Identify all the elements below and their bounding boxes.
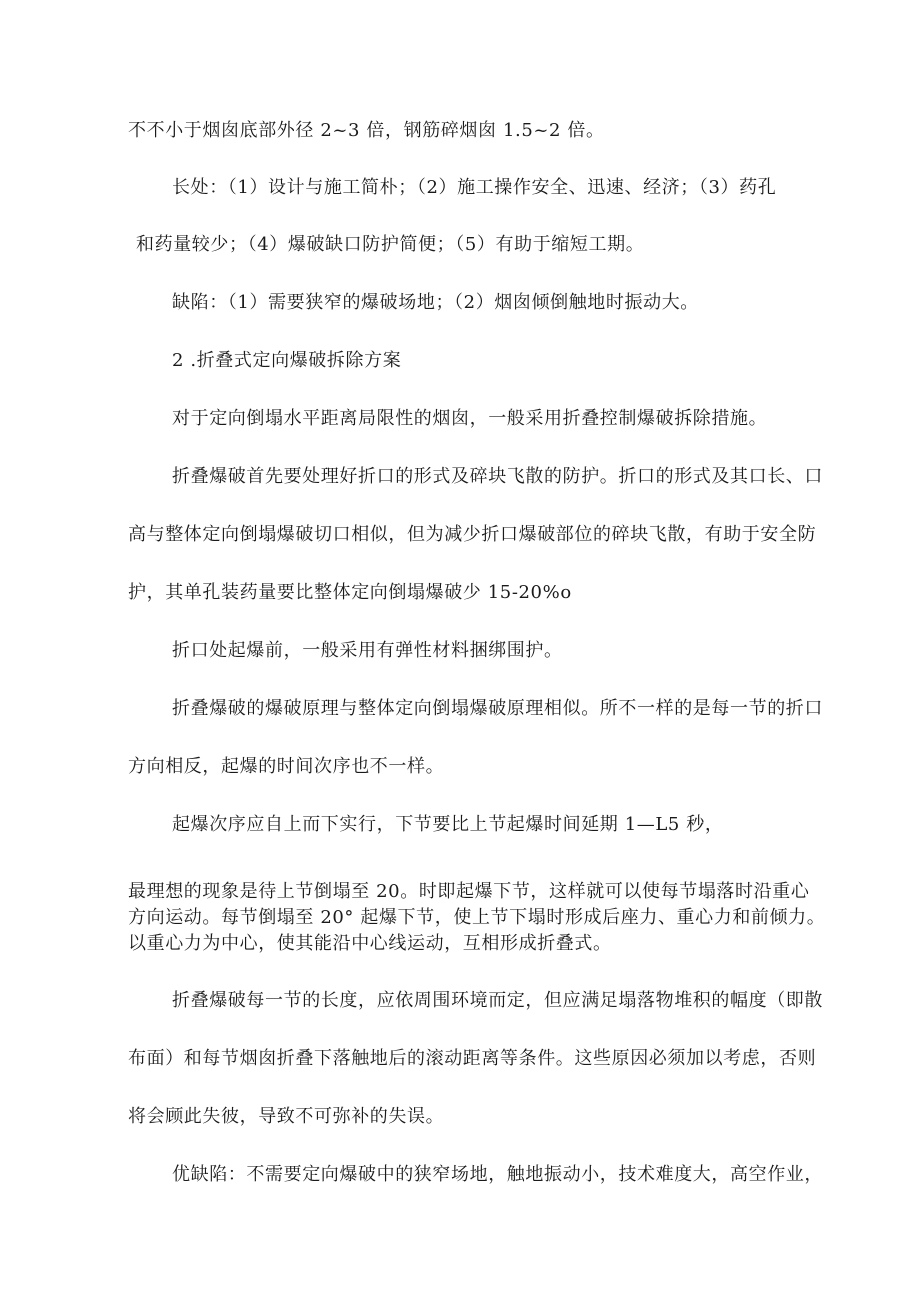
text-line: 起爆次序应自上而下实行，下节要比上节起爆时间延期 1—L5 秒， [172,814,724,835]
text-line: 优缺陷：不需要定向爆破中的狭窄场地，触地振动小，技术难度大，高空作业， [172,1164,823,1185]
text-line: 折叠爆破的爆破原理与整体定向倒塌爆破原理相似。所不一样的是每一节的折口 [172,698,823,719]
text-line: 折口处起爆前，一般采用有弹性材料捆绑围护。 [172,640,563,661]
text-line: 折叠爆破首先要处理好折口的形式及碎块飞散的防护。折口的形式及其口长、口 [172,466,823,487]
section-heading: 2 .折叠式定向爆破拆除方案 [172,350,402,371]
text-line: 以重心力为中心，使其能沿中心线运动，互相形成折叠式。 [128,933,612,954]
text-line: 长处：（1）设计与施工简朴；（2）施工操作安全、迅速、经济；（3）药孔 [172,177,777,198]
text-line: 护，其单孔装药量要比整体定向倒塌爆破少 15-20%o [128,582,572,603]
text-line: 折叠爆破每一节的长度，应依周围环境而定，但应满足塌落物堆积的幅度（即散 [172,990,823,1011]
text-line: 和药量较少；（4）爆破缺口防护简便；（5）有助于缩短工期。 [136,234,645,255]
text-line: 方向相反，起爆的时间次序也不一样。 [128,756,445,777]
text-line: 高与整体定向倒塌爆破切口相似，但为减少折口爆破部位的碎块飞散，有助于安全防 [128,524,817,545]
text-line: 方向运动。每节倒塌至 20° 起爆下节，使上节下塌时形成后座力、重心力和前倾力。 [128,907,826,928]
text-line: 布面）和每节烟囱折叠下落触地后的滚动距离等条件。这些原因必须加以考虑，否则 [128,1048,817,1069]
text-line: 将会顾此失彼，导致不可弥补的失误。 [128,1106,445,1127]
text-line: 缺陷：（1）需要狭窄的爆破场地；（2）烟囱倾倒触地时振动大。 [172,292,699,313]
text-line: 对于定向倒塌水平距离局限性的烟囱，一般采用折叠控制爆破拆除措施。 [172,408,768,429]
text-line: 不不小于烟囱底部外径 2~3 倍，钢筋碎烟囱 1.5~2 倍。 [128,120,605,141]
text-line: 最理想的现象是待上节倒塌至 20。时即起爆下节，这样就可以使每节塌落时沿重心 [128,881,810,902]
